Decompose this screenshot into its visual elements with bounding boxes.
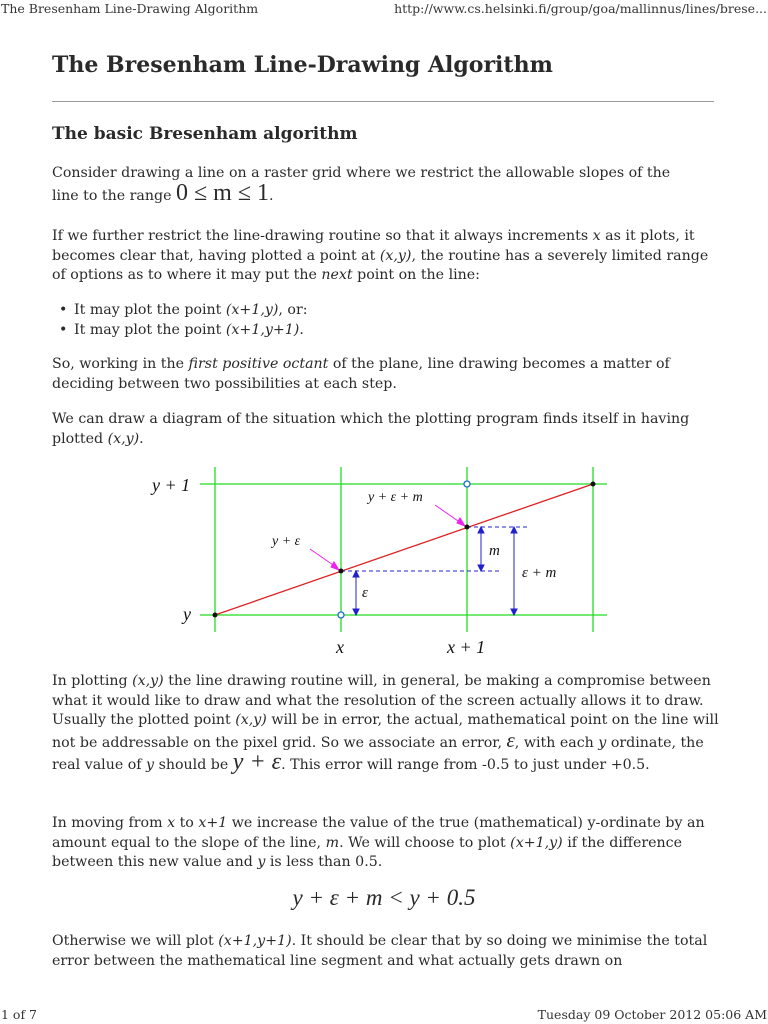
paragraph-2: If we further restrict the line-drawing routine so that it always increments x as it plots, it becomes clear that, having plotted a point at (x,y), the routine has a severely limited range of options as to where it may put the next point on the line: (52, 228, 709, 284)
line-point-end (591, 482, 596, 487)
list-item: • It may plot the point (x+1,y+1). (74, 321, 694, 341)
page-number: 1 of 7 (1, 1007, 38, 1022)
label-eps-m: ε + m (522, 565, 557, 581)
label-y-eps-m: y + ε + m (368, 490, 423, 505)
y-plus-eps-math: y + ε (232, 749, 282, 776)
candidate-point-x (338, 612, 344, 618)
decision-equation: y + ε + m < y + 0.5 (292, 885, 476, 910)
epsilon-symbol: ε (506, 727, 515, 752)
page-title: The Bresenham Line-Drawing Algorithm (52, 52, 553, 78)
label-x: x (336, 637, 344, 657)
list-item: • It may plot the point (x+1,y), or: (74, 301, 694, 321)
print-footer (0, 1007, 768, 1023)
paragraph-7: Otherwise we will plot (x+1,y+1). It should be clear that by so doing we minimise the total error between the mathematical line segment and what actually gets drawn on (52, 933, 708, 969)
slope-range-math: 0 ≤ m ≤ 1 (175, 179, 269, 206)
header-url[interactable]: http://www.cs.helsinki.fi/group/goa/mallinnus/lines/brese... (394, 1, 767, 16)
section-title: The basic Bresenham algorithm (52, 124, 358, 144)
paragraph-3: So, working in the first positive octant of the plane, line drawing becomes a matter of deciding between two possibilities at each step. (52, 356, 670, 392)
print-date: Tuesday 09 October 2012 05:06 AM (537, 1007, 767, 1022)
plotted-point-origin (213, 613, 218, 618)
candidate-point-x1-y1 (464, 481, 470, 487)
paragraph-5: In plotting (x,y) the line drawing routine will, in general, be making a compromise between what it would like to draw and what the resolution of the screen actually allows it to draw. Usually the plotted point (x,y) will be in error, the actual, mathematical point on the line will not be addressable on the pixel grid. So we associate an error, ε, with each y ordinate, the real value of y should be y + ε. This error will range from -0.5 to just under +0.5. (52, 673, 719, 776)
label-pointers (310, 505, 465, 570)
label-y-plus-1: y + 1 (152, 475, 191, 495)
paragraph-1: Consider drawing a line on a raster grid where we restrict the allowable slopes of the line to the range 0 ≤ m ≤ 1. (52, 165, 671, 206)
label-x-plus-1: x + 1 (447, 637, 486, 657)
label-m: m (489, 543, 500, 559)
label-y: y (183, 604, 191, 624)
dashed-guides (341, 527, 528, 571)
paragraph-6: In moving from x to x+1 we increase the value of the true (mathematical) y-ordinate by an amount equal to the slope of the line, m. We will choose to plot (x+1,y) if the difference between this new value and y is less than 0.5. (52, 815, 705, 871)
paragraph-4: We can draw a diagram of the situation which the plotting program finds itself in having plotted (x,y). (52, 411, 690, 447)
line-point-x1 (465, 525, 470, 530)
header-title: The Bresenham Line-Drawing Algorithm (1, 1, 259, 16)
plotted-point-xy (339, 569, 344, 574)
label-eps: ε (362, 585, 368, 601)
label-y-eps: y + ε (272, 534, 301, 549)
